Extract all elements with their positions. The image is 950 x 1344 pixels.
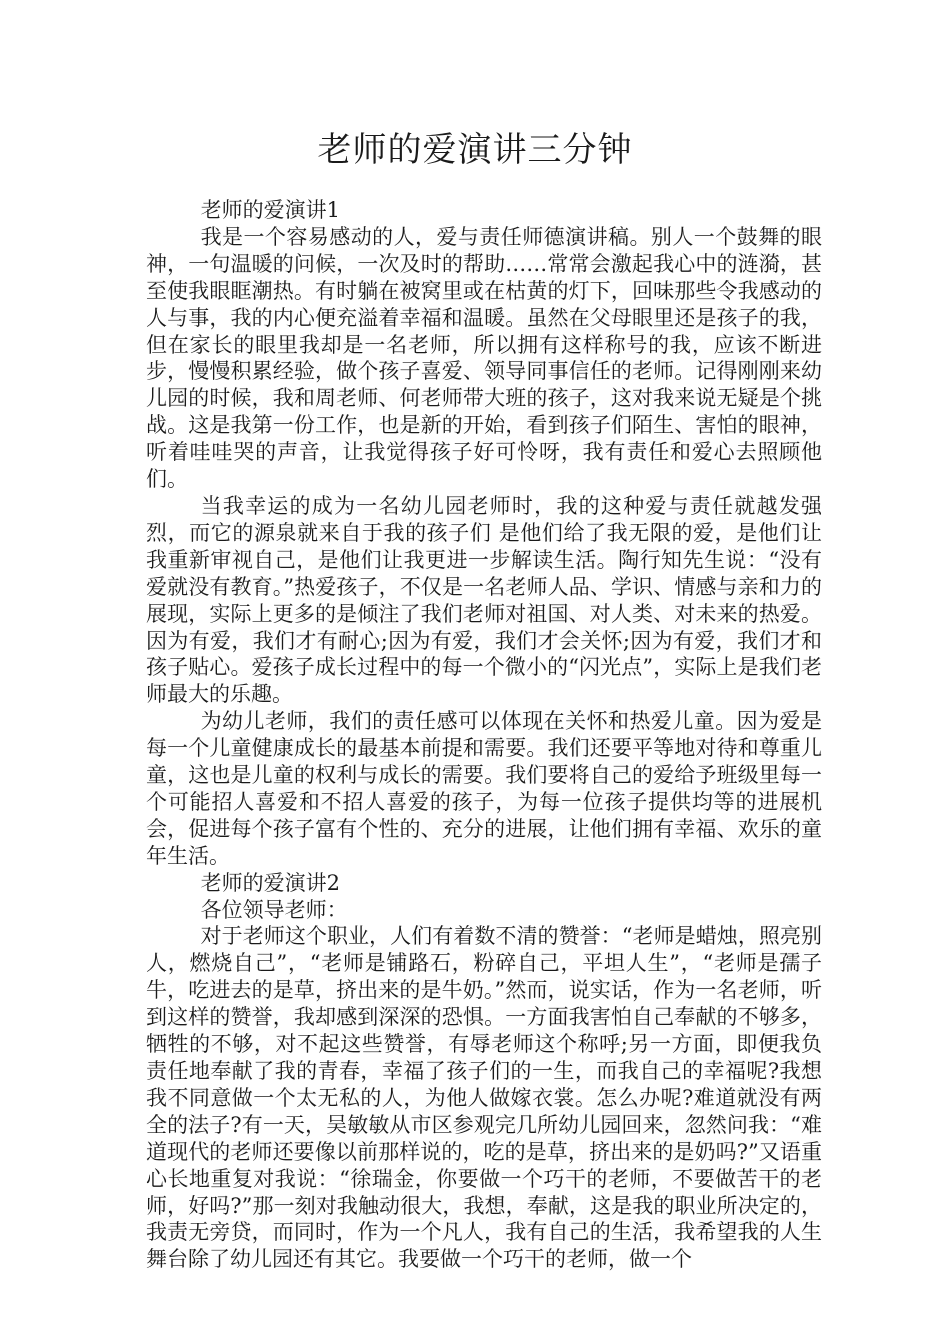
section-heading: 老师的爱演讲2 (200, 870, 340, 895)
paragraph: 当我幸运的成为一名幼儿园老师时，我的这种爱与责任就越发强烈，而它的源泉就来自于我的孩子们 是他们给了我无限的爱，是他们让我重新审视自己，是他们让我更进一步解读生活。陶行知先生说：“没有爱就没有教育。”热爱孩子，不仅是一名老师人品、学识、情感与亲和力的展现，实际上更多的是倾注了我们老师对祖国、对人类、对未来的热爱。因为有爱，我们才有耐心;因为有爱，我们才会关怀;因为有爱，我们才和孩子贴心。爱孩子成长过程中的每一个微小的“闪光点”，实际上是我们老师最大的乐趣。 (146, 493, 822, 707)
document-title: 老师的爱演讲三分钟 (317, 130, 633, 170)
section-heading: 老师的爱演讲1 (200, 198, 340, 222)
paragraph: 为幼儿老师，我们的责任感可以体现在关怀和热爱儿童。因为爱是每一个儿童健康成长的最基本前提和需要。我们还要平等地对待和尊重儿童，这也是儿童的权利与成长的需要。我们要将自己的爱给予班级里每一个可能招人喜爱和不招人喜爱的孩子，为每一位孩子提供均等的进展机会，促进每个孩子富有个性的、充分的进展，让他们拥有幸福、欢乐的童年生活。 (146, 709, 822, 868)
document-body (146, 197, 822, 1273)
paragraph: 我是一个容易感动的人，爱与责任师德演讲稿。别人一个鼓舞的眼神，一句温暖的问候，一次及时的帮助……常常会激起我心中的涟漪，甚至使我眼眶潮热。有时躺在被窝里或在枯黄的灯下，回味那些令我感动的人与事，我的内心便充溢着幸福和温暖。虽然在父母眼里还是孩子的我，但在家长的眼里我却是一名老师，所以拥有这样称号的我，应该不断进步，慢慢积累经验，做个孩子喜爱、领导同事信任的老师。记得刚刚来幼儿园的时候，我和周老师、何老师带大班的孩子，这对我来说无疑是个挑战。这是我第一份工作，也是新的开始，看到孩子们陌生、害怕的眼神，听着哇哇哭的声音，让我觉得孩子好可怜呀，我有责任和爱心去照顾他们。 (146, 224, 822, 492)
paragraph: 对于老师这个职业，人们有着数不清的赞誉：“老师是蜡烛，照亮别人，燃烧自己”，“老师是铺路石，粉碎自己，平坦人生”，“老师是孺子牛，吃进去的是草，挤出来的是牛奶。”然而，说实话，作为一名老师，听到这样的赞誉，我却感到深深的恐惧。一方面我害怕自己奉献的不够多，牺牲的不够，对不起这些赞誉，有辱老师这个称呼;另一方面，即便我负责任地奉献了我的青春，幸福了孩子们的一生，而我自己的幸福呢?我想我不同意做一个太无私的人，为他人做嫁衣裳。怎么办呢?难道就没有两全的法子?有一天，吴敏敏从市区参观完几所幼儿园回来，忽然问我：“难道现代的老师还要像以前那样说的，吃的是草，挤出来的是奶吗?”又语重心长地重复对我说：“徐瑞金，你要做一个巧干的老师，不要做苦干的老师，好吗?”那一刻对我触动很大，我想，奉献，这是我的职业所决定的，我责无旁贷，而同时，作为一个凡人，我有自己的生活，我希望我的人生舞台除了幼儿园还有其它。我要做一个巧干的老师，做一个 (146, 924, 822, 1272)
salutation: 各位领导老师： (200, 897, 348, 922)
